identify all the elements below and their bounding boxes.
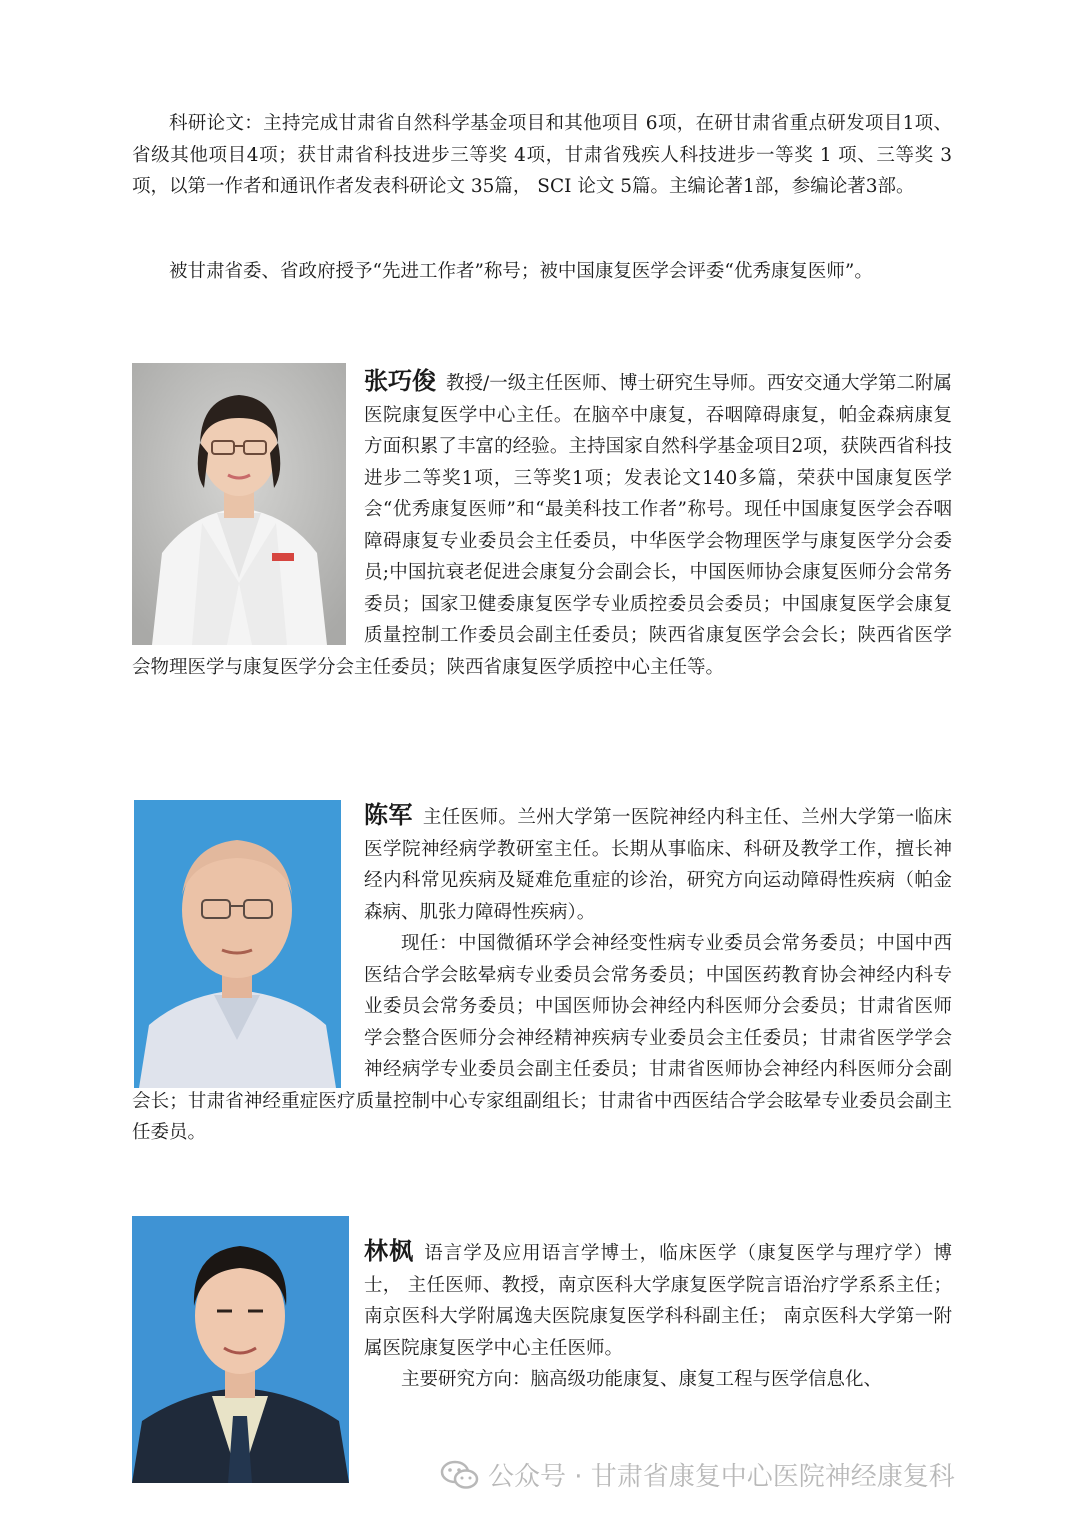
profile-description: 语言学及应用语言学博士，临床医学（康复医学与理疗学）博士， 主任医师、教授，南京医科大学康复医学院言语治疗学系系主任； 南京医科大学附属逸夫医院康复医学科科副主任； 南京医科大学第一附属医院康复医学中心主任医师。 xyxy=(364,1243,952,1359)
intro-paragraph-1: 科研论文：主持完成甘肃省自然科学基金项目和其他项目 6项，在研甘肃省重点研发项目1项、省级其他项目4项；获甘肃省科技进步三等奖 4项，甘肃省残疾人科技进步一等奖 1 项、三等奖 3 项，以第一作者和通讯作者发表科研论文 35篇， SCI 论文 5篇。主编论著1部，参编论著3部。 xyxy=(132,113,952,197)
intro-paragraph-2: 被甘肃省委、省政府授予“先进工作者”称号；被中国康复医学会评委“优秀康复医师”。 xyxy=(169,261,873,282)
profile-roles: 现任：中国微循环学会神经变性病专业委员会常务委员；中国中西医结合学会眩晕病专业委员会常务委员；中国医药教育协会神经内科专业委员会常务委员；中国医师协会神经内科医师分会委员；甘肃省医师学会整合医师分会神经精神疾病专业委员会主任委员；甘肃省医学学会神经病学专业委员会副主任委员；甘肃省医师协会神经内科医师分会副会长；甘肃省神经重症医疗质量控制中心专家组副组长；甘肃省中西医结合学会眩晕专业委员会副主任委员。 xyxy=(132,933,952,1143)
profile-zhang-qiaojun xyxy=(132,366,952,683)
profile-research: 主要研究方向：脑高级功能康复、康复工程与医学信息化、 xyxy=(401,1369,883,1390)
profile-description: 主任医师。兰州大学第一医院神经内科主任、兰州大学第一临床医学院神经病学教研室主任。长期从事临床、科研及教学工作，擅长神经内科常见疾病及疑难危重症的诊治，研究方向运动障碍性疾病（帕金森病、肌张力障碍性疾病）。 xyxy=(364,807,952,923)
profile-lin-feng xyxy=(132,1236,952,1486)
profile-name: 林枫 xyxy=(364,1237,415,1265)
profile-description: 教授/一级主任医师、博士研究生导师。西安交通大学第二附属医院康复医学中心主任。在脑卒中康复，吞咽障碍康复，帕金森病康复方面积累了丰富的经验。主持国家自然科学基金项目2项，获陕西省科技进步二等奖1项，三等奖1项；发表论文140多篇，荣获中国康复医学会“优秀康复医师”和“最美科技工作者”称号。现任中国康复医学会吞咽障碍康复专业委员会主任委员，中华医学会物理医学与康复医学分会委员;中国抗衰老促进会康复分会副会长，中国医师协会康复医师分会常务委员；国家卫健委康复医学专业质控委员会委员；中国康复医学会康复质量控制工作委员会副主任委员；陕西省康复医学会会长；陕西省医学会物理医学与康复医学分会主任委员；陕西省康复医学质控中心主任等。 xyxy=(132,373,952,678)
profile-chen-jun xyxy=(132,800,952,1149)
profile-name: 陈军 xyxy=(364,801,413,829)
watermark-text: 公众号 · 甘肃省康复中心医院神经康复科 xyxy=(488,1462,955,1492)
profile-name: 张巧俊 xyxy=(364,367,437,395)
wechat-watermark xyxy=(440,1456,955,1493)
wechat-icon xyxy=(440,1459,480,1491)
